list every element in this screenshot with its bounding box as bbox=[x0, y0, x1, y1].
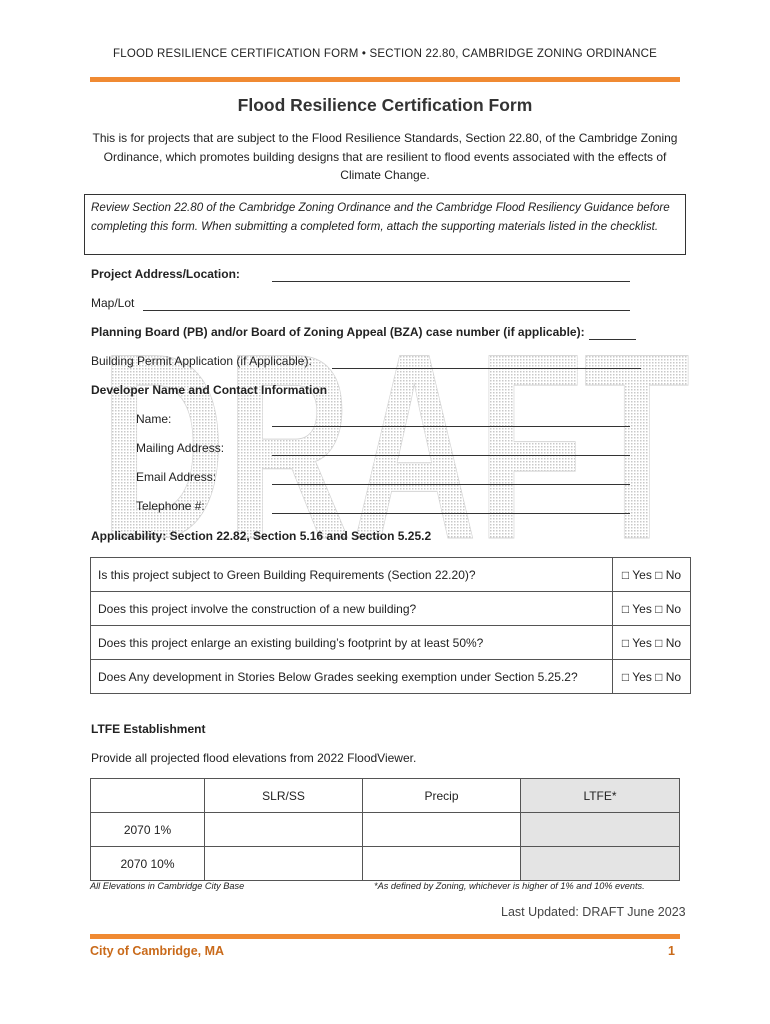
ltfe-footnote: *As defined by Zoning, whichever is higher of 1% and 10% events. bbox=[374, 881, 645, 891]
map-lot-label: Map/Lot bbox=[91, 296, 135, 310]
row-label: 2070 1% bbox=[91, 813, 205, 847]
case-number-input[interactable] bbox=[589, 339, 636, 340]
form-title: Flood Resilience Certification Form bbox=[237, 95, 533, 115]
last-updated: Last Updated: DRAFT June 2023 bbox=[501, 905, 686, 919]
case-number-label: Planning Board (PB) and/or Board of Zoning Appeal (BZA) case number (if applicable): bbox=[91, 325, 585, 339]
ltfe-heading: LTFE Establishment bbox=[91, 722, 206, 736]
footer-rule bbox=[90, 934, 680, 939]
yes-no-checkboxes[interactable]: □ Yes □ No bbox=[613, 626, 691, 660]
email-address-label: Email Address: bbox=[136, 470, 217, 484]
ltfe-instruction: Provide all projected flood elevations from 2022 FloodViewer. bbox=[91, 751, 417, 765]
yes-no-checkboxes[interactable]: □ Yes □ No bbox=[613, 592, 691, 626]
column-header: Precip bbox=[363, 779, 521, 813]
yes-no-checkboxes[interactable]: □ Yes □ No bbox=[613, 660, 691, 694]
footer-city: City of Cambridge, MA bbox=[90, 944, 225, 958]
building-permit-input[interactable] bbox=[332, 368, 641, 369]
header-rule bbox=[90, 77, 680, 82]
mailing-address-label: Mailing Address: bbox=[136, 441, 225, 455]
yes-no-checkboxes[interactable]: □ Yes □ No bbox=[613, 558, 691, 592]
precip-cell[interactable] bbox=[363, 813, 521, 847]
intro-paragraph: This is for projects that are subject to the Flood Resilience Standards, Section 22.80, of the Cambridge Zoning Ordinance, which promotes building designs that are resilient to flood events associated with the effects of Climate Change. bbox=[92, 131, 678, 182]
table-row bbox=[91, 847, 680, 881]
applicability-table bbox=[90, 557, 691, 694]
telephone-label: Telephone #: bbox=[136, 499, 205, 513]
elevation-footnote: All Elevations in Cambridge City Base bbox=[90, 881, 245, 891]
slr-ss-cell[interactable] bbox=[205, 847, 363, 881]
table-header-row bbox=[91, 779, 680, 813]
row-label: 2070 10% bbox=[91, 847, 205, 881]
question-cell: Does Any development in Stories Below Grades seeking exemption under Section 5.25.2? bbox=[91, 660, 613, 694]
review-notice: Review Section 22.80 of the Cambridge Zoning Ordinance and the Cambridge Flood Resiliency Guidance before completing this form. When submitting a completed form, attach the supporting materials listed in the checklist. bbox=[84, 194, 686, 255]
telephone-input[interactable] bbox=[272, 513, 630, 514]
developer-name-input[interactable] bbox=[272, 426, 630, 427]
ltfe-cell[interactable] bbox=[521, 847, 680, 881]
developer-heading: Developer Name and Contact Information bbox=[91, 383, 328, 397]
page-number: 1 bbox=[668, 944, 675, 958]
question-cell: Does this project enlarge an existing building’s footprint by at least 50%? bbox=[91, 626, 613, 660]
column-header bbox=[91, 779, 205, 813]
svg-text:DRAFT: DRAFT bbox=[100, 338, 690, 548]
running-header: FLOOD RESILIENCE CERTIFICATION FORM • SECTION 22.80, CAMBRIDGE ZONING ORDINANCE bbox=[113, 48, 657, 60]
table-row bbox=[91, 558, 691, 592]
project-address-input[interactable] bbox=[272, 281, 630, 282]
mailing-address-input[interactable] bbox=[272, 455, 630, 456]
table-row bbox=[91, 660, 691, 694]
table-row bbox=[91, 592, 691, 626]
building-permit-label: Building Permit Application (if Applicable): bbox=[91, 354, 312, 368]
project-address-label: Project Address/Location: bbox=[91, 267, 240, 281]
map-lot-input[interactable] bbox=[143, 310, 630, 311]
ltfe-table bbox=[90, 778, 680, 881]
column-header: SLR/SS bbox=[205, 779, 363, 813]
ltfe-cell[interactable] bbox=[521, 813, 680, 847]
developer-name-label: Name: bbox=[136, 412, 172, 426]
applicability-heading: Applicability: Section 22.82, Section 5.16 and Section 5.25.2 bbox=[91, 529, 432, 543]
table-row bbox=[91, 626, 691, 660]
slr-ss-cell[interactable] bbox=[205, 813, 363, 847]
question-cell: Is this project subject to Green Building Requirements (Section 22.20)? bbox=[91, 558, 613, 592]
precip-cell[interactable] bbox=[363, 847, 521, 881]
email-address-input[interactable] bbox=[272, 484, 630, 485]
question-cell: Does this project involve the construction of a new building? bbox=[91, 592, 613, 626]
column-header: LTFE* bbox=[521, 779, 680, 813]
table-row bbox=[91, 813, 680, 847]
